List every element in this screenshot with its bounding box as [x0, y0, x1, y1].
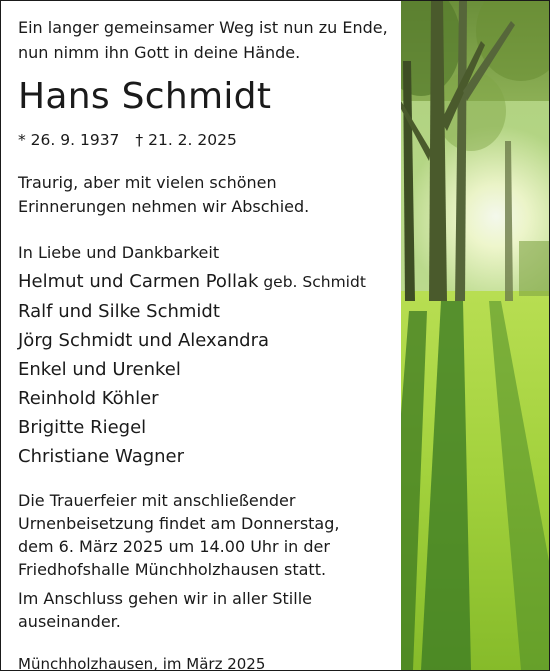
service-announcement [18, 489, 393, 581]
mourner-name: Brigitte Riegel [18, 417, 147, 438]
mourner-name: Ralf und Silke Schmidt [18, 301, 220, 322]
mourner-item [18, 413, 393, 442]
mourner-item [18, 384, 393, 413]
distant-trees [519, 241, 549, 296]
mourner-item [18, 442, 393, 471]
opening-line-2: nun nimm ihn Gott in deine Hände. [18, 43, 301, 62]
mourning-line-2: Erinnerungen nehmen wir Abschied. [18, 197, 310, 216]
after-line-2: auseinander. [18, 612, 121, 631]
notice-text-column [18, 15, 393, 671]
park-trees-sunlight-image [401, 1, 549, 670]
mourner-item [18, 326, 393, 355]
after-service-note [18, 587, 393, 633]
mourner-name: Helmut und Carmen Pollak [18, 271, 259, 292]
mourning-text [18, 171, 393, 219]
deceased-name: Hans Schmidt [18, 76, 272, 117]
mourner-name: Enkel und Urenkel [18, 359, 181, 380]
mourner-name: Christiane Wagner [18, 446, 185, 467]
service-line-3: dem 6. März 2025 um 14.00 Uhr in der [18, 537, 330, 556]
mourner-item [18, 267, 393, 297]
mourners-intro: In Liebe und Dankbarkeit [18, 243, 220, 262]
service-line-4: Friedhofshalle Münchholzhausen statt. [18, 560, 327, 579]
mourner-suffix: geb. Schmidt [258, 273, 366, 291]
mourner-name: Jörg Schmidt und Alexandra [18, 330, 270, 351]
birth-date: * 26. 9. 1937 [18, 131, 120, 149]
mourner-item [18, 297, 393, 326]
mourners-list [18, 267, 393, 471]
service-line-2: Urnenbeisetzung findet am Donnerstag, [18, 514, 340, 533]
service-line-1: Die Trauerfeier mit anschließender [18, 491, 296, 510]
after-line-1: Im Anschluss gehen wir in aller Stille [18, 589, 312, 608]
mourning-line-1: Traurig, aber mit vielen schönen [18, 173, 277, 192]
opening-line-1: Ein langer gemeinsamer Weg ist nun zu Ende, [18, 18, 388, 37]
life-dates [18, 129, 393, 151]
opening-verse [18, 15, 393, 65]
death-date: † 21. 2. 2025 [135, 131, 237, 149]
mourner-item [18, 355, 393, 384]
place-and-date: Münchholzhausen, im März 2025 [18, 655, 266, 671]
mourner-name: Reinhold Köhler [18, 388, 159, 409]
